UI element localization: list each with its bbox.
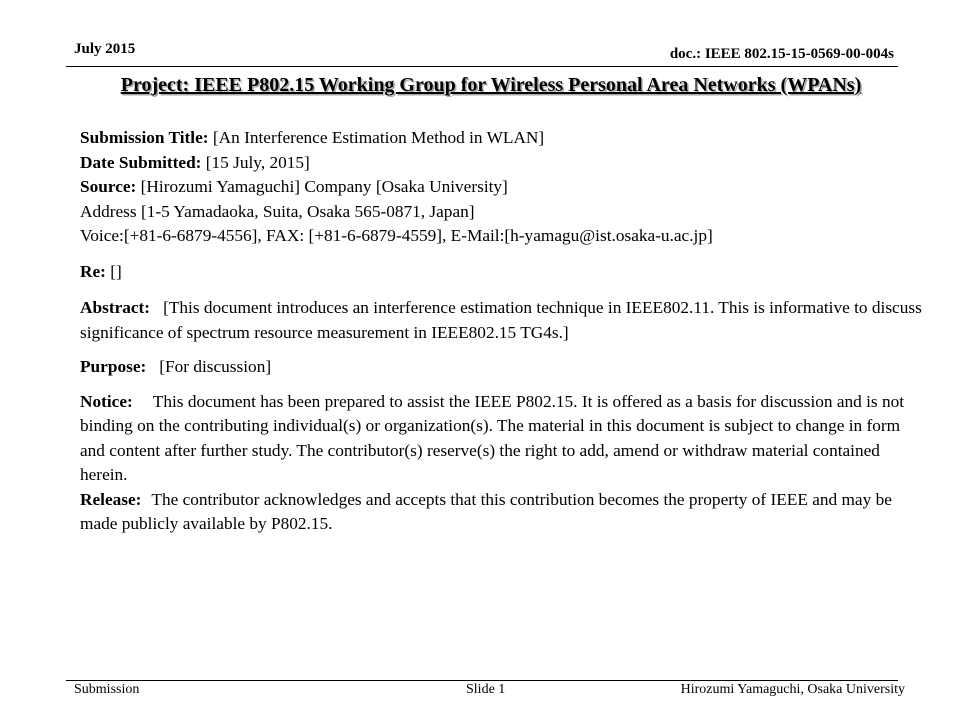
abstract-label: Abstract: <box>80 298 151 317</box>
date-submitted-value: [15 July, 2015] <box>205 152 310 172</box>
contact-row: Voice:[+81-6-6879-4556], FAX: [+81-6-6879-4559], E-Mail:[h-yamagu@ist.osaka-u.ac.jp] <box>80 226 713 245</box>
footer-submission: Submission <box>74 682 140 697</box>
submission-title-row <box>80 126 925 151</box>
submission-body <box>80 126 925 537</box>
header-date: July 2015 <box>74 41 136 57</box>
source-label: Source: <box>80 177 137 196</box>
abstract-value: [This document introduces an interference estimation technique in IEEE802.11. This is informative to discuss significance of spectrum resource measurement in IEEE802.15 TG4s.] <box>80 298 922 342</box>
release-label: Release: <box>80 489 142 509</box>
re-row <box>80 260 925 285</box>
release-value: The contributor acknowledges and accepts that this contribution becomes the property of IEEE and may be made publicly available by P802.15. <box>80 489 892 533</box>
purpose-label: Purpose: <box>80 357 147 376</box>
header-divider <box>66 66 898 67</box>
notice-label: Notice: <box>80 391 133 411</box>
date-submitted-row <box>80 151 925 176</box>
purpose-block <box>80 355 925 380</box>
footer-slide-number: Slide 1 <box>466 682 506 697</box>
date-submitted-label: Date Submitted: <box>80 152 202 172</box>
re-label: Re: <box>80 261 106 281</box>
footer-divider <box>66 680 898 681</box>
re-value: [] <box>110 261 122 281</box>
footer-author: Hirozumi Yamaguchi, Osaka University <box>680 682 905 697</box>
source-value: [Hirozumi Yamaguchi] Company [Osaka University] <box>140 177 508 196</box>
notice-value: This document has been prepared to assist the IEEE P802.15. It is offered as a basis for discussion and is not binding on the contributing individual(s) or organization(s). The material in this document is subject to change in form and content after further study. The contributor(s) reserve(s) the right to add, amend or withdraw material contained herein. <box>80 391 905 484</box>
abstract-block <box>80 296 925 345</box>
purpose-value: [For discussion] <box>159 357 272 376</box>
source-row <box>80 175 925 200</box>
submission-title-value: [An Interference Estimation Method in WLAN] <box>212 128 545 147</box>
address-row: Address [1-5 Yamadaoka, Suita, Osaka 565-0871, Japan] <box>80 201 475 221</box>
notice-block <box>80 390 925 488</box>
submission-title-label: Submission Title: <box>80 128 209 147</box>
header-doc-id: doc.: IEEE 802.15-15-0569-00-004s <box>669 46 894 62</box>
release-block <box>80 488 925 537</box>
project-title: Project: IEEE P802.15 Working Group for Wireless Personal Area Networks (WPANs) <box>120 74 862 96</box>
